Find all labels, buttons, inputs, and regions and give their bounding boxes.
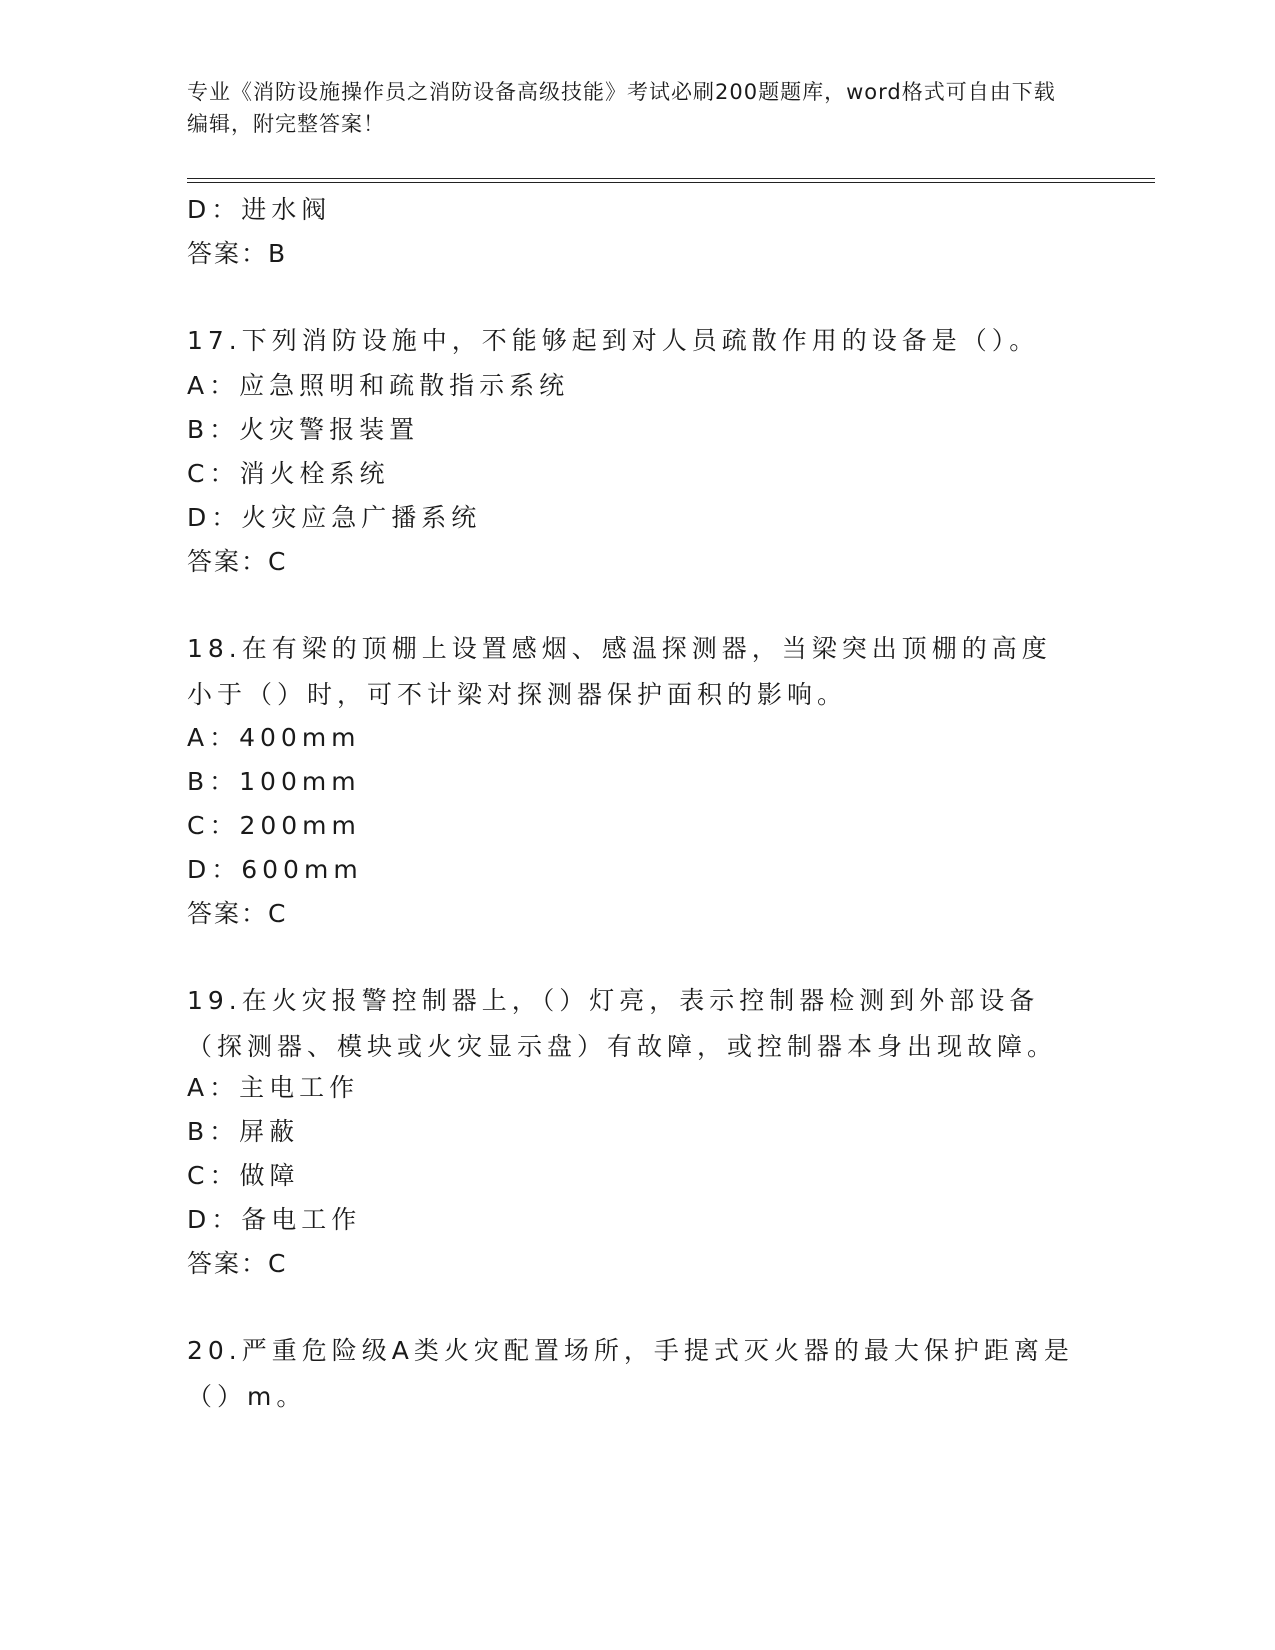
q17-option-b: B：火灾警报装置	[187, 415, 420, 444]
header-divider-bottom	[187, 182, 1155, 183]
q16-answer: 答案：B	[187, 239, 288, 268]
q19-option-c: C：做障	[187, 1161, 300, 1190]
document-header: 专业《消防设施操作员之消防设备高级技能》考试必刷200题题库，word格式可自由下载编辑，附完整答案！	[187, 80, 1056, 136]
q18-option-d: D：600mm	[187, 855, 363, 884]
q19-option-b: B：屏蔽	[187, 1117, 300, 1146]
header-divider-top	[187, 178, 1155, 179]
q19-answer: 答案：C	[187, 1249, 288, 1278]
q18-option-c: C：200mm	[187, 811, 361, 840]
q17-option-c: C：消火栓系统	[187, 459, 390, 488]
q19-question: 19.在火灾报警控制器上，（）灯亮，表示控制器检测到外部设备（探测器、模块或火灾显示盘）有故障，或控制器本身出现故障。	[187, 986, 1058, 1061]
q20-question: 20.严重危险级A类火灾配置场所，手提式灭火器的最大保护距离是（）m。	[187, 1336, 1074, 1411]
q18-option-a: A：400mm	[187, 723, 361, 752]
q17-question: 17.下列消防设施中，不能够起到对人员疏散作用的设备是（）。	[187, 326, 1040, 355]
q16-option-d: D：进水阀	[187, 195, 332, 224]
q18-option-b: B：100mm	[187, 767, 361, 796]
q19-option-d: D：备电工作	[187, 1205, 362, 1234]
q18-answer: 答案：C	[187, 899, 288, 928]
q17-answer: 答案：C	[187, 547, 288, 576]
q19-option-a: A：主电工作	[187, 1073, 360, 1102]
q17-option-d: D：火灾应急广播系统	[187, 503, 482, 532]
q17-option-a: A：应急照明和疏散指示系统	[187, 371, 570, 400]
q18-question: 18.在有梁的顶棚上设置感烟、感温探测器，当梁突出顶棚的高度小于（）时，可不计梁对探测器保护面积的影响。	[187, 634, 1052, 709]
